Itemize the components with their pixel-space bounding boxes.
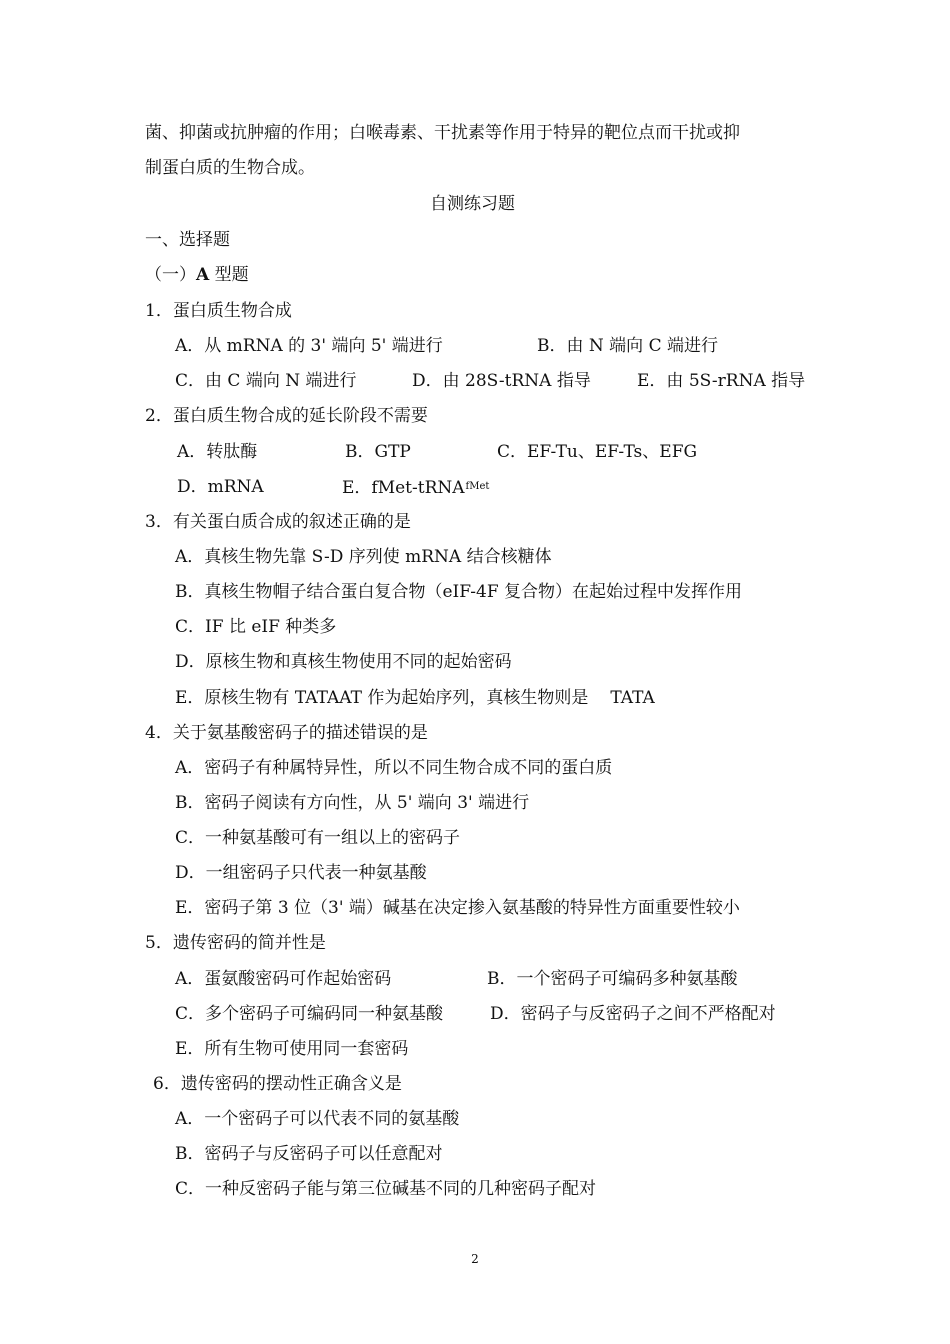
question-5-option-d: D．密码子与反密码子之间不严格配对 (490, 1004, 776, 1024)
question-2-option-e-text: E．fMet-tRNA (342, 478, 465, 498)
subpart-prefix: （一） (145, 265, 196, 285)
question-4-option-b: B．密码子阅读有方向性，从 5' 端向 3' 端进行 (175, 793, 530, 813)
question-2-option-a: A．转肽酶 (177, 442, 258, 462)
section-title: 自测练习题 (430, 194, 515, 214)
question-2-option-b: B．GTP (345, 442, 411, 462)
question-3-option-e-text: E．原核生物有 TATAAT 作为起始序列，真核生物则是 (175, 688, 589, 708)
page-number: 2 (471, 1252, 479, 1266)
question-6-option-a: A．一个密码子可以代表不同的氨基酸 (175, 1109, 460, 1129)
question-2-option-d: D．mRNA (177, 477, 264, 497)
intro-line-2: 制蛋白质的生物合成。 (145, 158, 315, 178)
question-3-option-a: A．真核生物先靠 S-D 序列使 mRNA 结合核糖体 (175, 547, 552, 567)
question-3-option-e (175, 687, 655, 709)
question-1-option-a: A．从 mRNA 的 3' 端向 5' 端进行 (175, 336, 443, 356)
question-4-option-e: E．密码子第 3 位（3' 端）碱基在决定掺入氨基酸的特异性方面重要性较小 (175, 898, 740, 918)
intro-line-1: 菌、抑菌或抗肿瘤的作用；白喉毒素、干扰素等作用于特异的靶位点而干扰或抑 (145, 123, 740, 143)
part-heading: 一、选择题 (145, 230, 230, 250)
question-1-stem: 1．蛋白质生物合成 (145, 301, 292, 321)
question-1-option-d: D．由 28S-tRNA 指导 (412, 371, 591, 391)
question-4-option-d: D．一组密码子只代表一种氨基酸 (175, 863, 427, 883)
question-4-option-c: C．一种氨基酸可有一组以上的密码子 (175, 828, 461, 848)
subpart-type-letter: A (196, 265, 210, 285)
question-5-option-e: E．所有生物可使用同一套密码 (175, 1039, 409, 1059)
subpart-heading (145, 264, 249, 286)
question-2-option-e-superscript: fMet (465, 481, 490, 492)
question-2-option-c: C．EF-Tu、EF-Ts、EFG (497, 442, 698, 462)
question-3-stem: 3．有关蛋白质合成的叙述正确的是 (145, 512, 411, 532)
question-6-option-c: C．一种反密码子能与第三位碱基不同的几种密码子配对 (175, 1179, 597, 1199)
question-5-stem: 5．遗传密码的简并性是 (145, 933, 326, 953)
question-3-option-d: D．原核生物和真核生物使用不同的起始密码 (175, 652, 512, 672)
question-1-option-e: E．由 5S-rRNA 指导 (637, 371, 806, 391)
question-2-option-e (342, 476, 489, 499)
question-2-stem: 2．蛋白质生物合成的延长阶段不需要 (145, 406, 428, 426)
question-3-option-b: B．真核生物帽子结合蛋白复合物（eIF-4F 复合物）在起始过程中发挥作用 (175, 582, 743, 602)
question-1-option-b: B．由 N 端向 C 端进行 (537, 336, 718, 356)
subpart-suffix: 型题 (209, 265, 249, 285)
question-4-stem: 4．关于氨基酸密码子的描述错误的是 (145, 723, 428, 743)
question-4-option-a: A．密码子有种属特异性，所以不同生物合成不同的蛋白质 (175, 758, 613, 778)
question-1-option-c: C．由 C 端向 N 端进行 (175, 371, 357, 391)
question-3-option-c: C．IF 比 eIF 种类多 (175, 617, 337, 637)
question-5-option-c: C．多个密码子可编码同一种氨基酸 (175, 1004, 444, 1024)
question-3-option-e-tail: TATA (610, 688, 655, 708)
question-5-option-a: A．蛋氨酸密码可作起始密码 (175, 969, 392, 989)
question-5-option-b: B．一个密码子可编码多种氨基酸 (487, 969, 738, 989)
question-6-stem: 6．遗传密码的摆动性正确含义是 (153, 1074, 402, 1094)
question-6-option-b: B．密码子与反密码子可以任意配对 (175, 1144, 443, 1164)
